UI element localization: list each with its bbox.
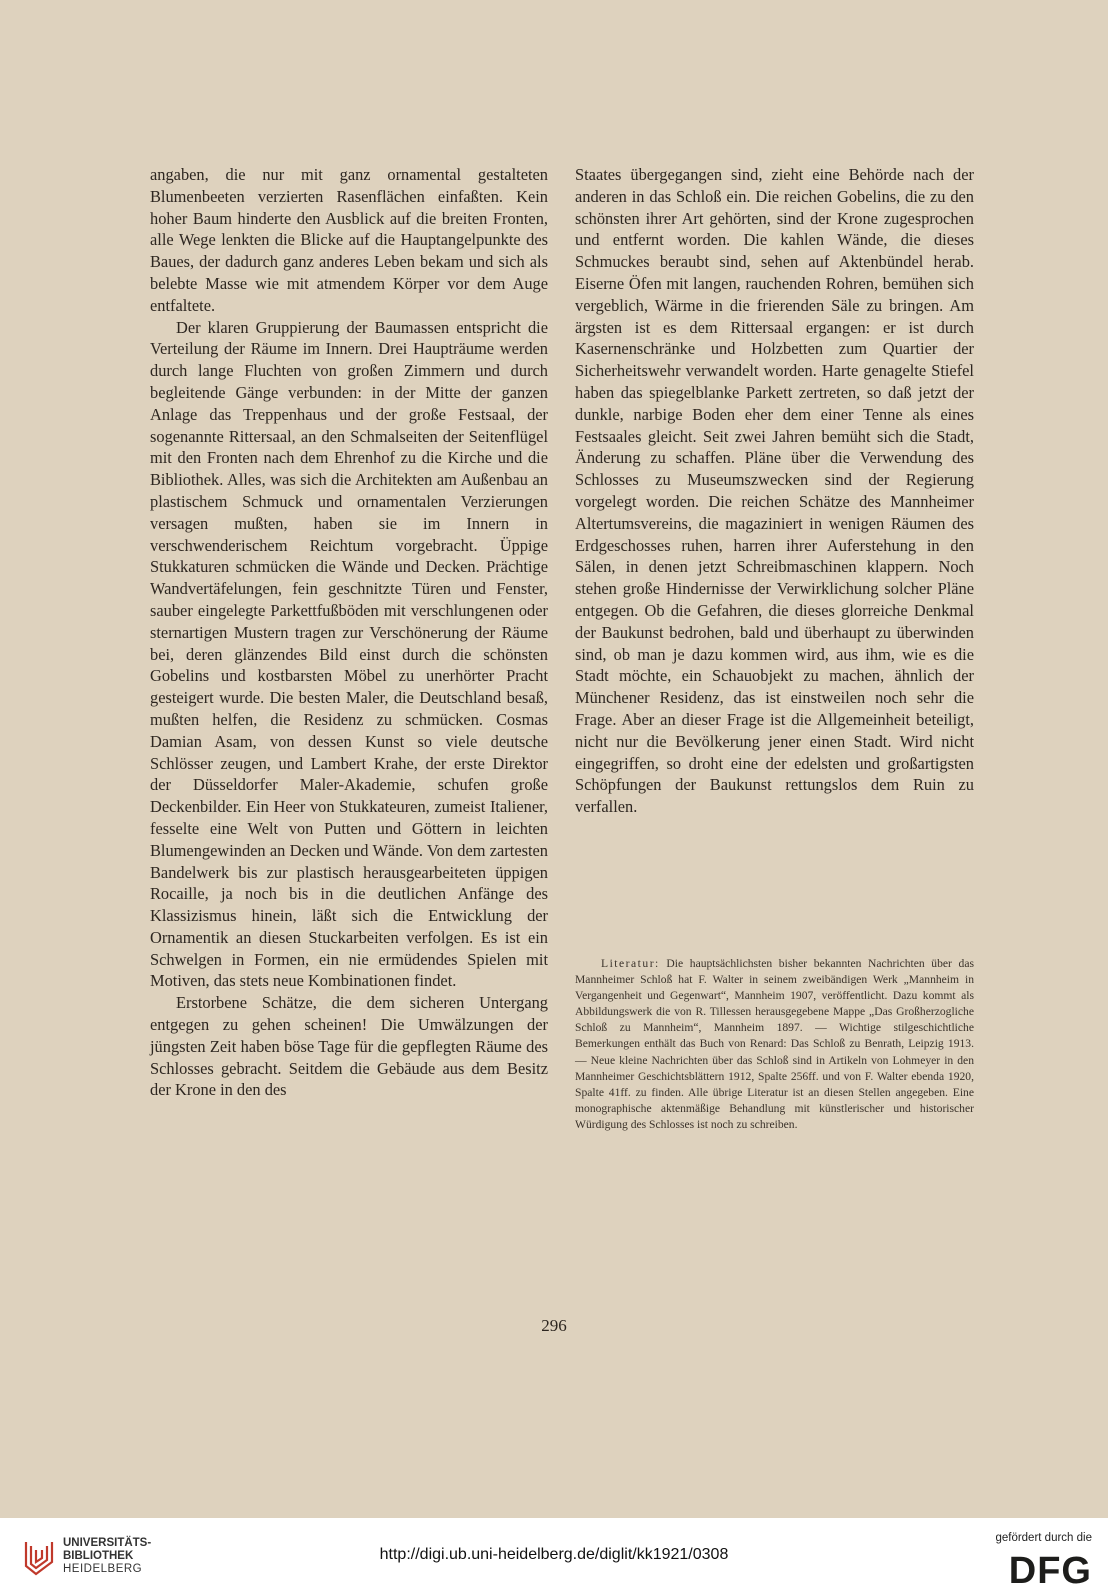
- digitization-footer: [0, 1518, 1108, 1596]
- literature-label: Literatur:: [601, 957, 660, 970]
- paragraph: Der klaren Gruppierung der Baumassen entspricht die Verteilung der Räume im Innern. Drei Haupträume werden durch lange Fluchten von großen Zimmern und durch begleitende Gänge verbunden: in der Mitte der ganzen Anlage das Treppenhaus und der große Festsaal, der sogenannte Rittersaal, an den Schmalseiten der Seitenflügel mit den Fronten nach dem Ehrenhof zu die Kirche und die Bibliothek. Alles, was sich die Architekten am Außenbau an plastischem Schmuck und ornamentalen Verzierungen versagen mußten, haben sie im Innern in verschwenderischem Reichtum vorgebracht. Üppige Stukkaturen schmücken die Wände und Decken. Prächtige Wandvertäfelungen, fein geschnitzte Türen und Fenster, sauber eingelegte Parkettfußböden mit verschlungenen oder sternartigen Mustern tragen zur Verschönerung der Räume bei, deren glänzendes Bild einst durch die schönsten Gobelins und kostbarsten Möbel zu unerhörter Pracht gesteigert wurde. Die besten Maler, die Deutschland besaß, mußten helfen, die Residenz zu schmücken. Cosmas Damian Asam, von dessen Kunst so viele deutsche Schlösser zeugen, und Lambert Krahe, der erste Direktor der Düsseldorfer Maler-Akademie, schufen große Deckenbilder. Ein Heer von Stukkateuren, zumeist Italiener, fesselte eine Welt von Putten und Göttern in leichten Blumengewinden an Decken und Wände. Von dem zartesten Bandelwerk bis zur plastisch herausgearbeiteten üppigen Rocaille, ja noch bis in die deutlichen Anfänge des Klassizismus hinein, läßt sich die Entwicklung der Ornamentik an diesen Stuckarbeiten verfolgen. Es ist ein Schwelgen in Formen, ein nie ermüdendes Spielen mit Motiven, das stets neue Kombinationen findet.: [150, 317, 548, 991]
- literature-note: [575, 956, 974, 1133]
- dfg-logo[interactable]: DFG: [1008, 1550, 1092, 1592]
- library-name[interactable]: UNIVERSITÄTS- BIBLIOTHEK HEIDELBERG: [63, 1537, 152, 1575]
- page-number: 296: [541, 1316, 567, 1335]
- left-text-column: [150, 164, 548, 1101]
- paragraph: angaben, die nur mit ganz ornamental gestalteten Blumenbeeten verzierten Rasenflächen einfaßten. Kein hoher Baum hinderte den Ausblick auf die breiten Fronten, alle Wege lenkten die Blicke auf die Hauptangelpunkte des Baues, der dadurch ganz anderes Leben bekam und sich als belebte Masse wie mit atmendem Körper vor dem Auge entfaltete.: [150, 165, 548, 315]
- document-url-link[interactable]: http://digi.ub.uni-heidelberg.de/diglit/kk1921/0308: [379, 1546, 729, 1563]
- literature-text: Die hauptsächlichsten bisher bekannten Nachrichten über das Mannheimer Schloß hat F. Walter in seinem zweibändigen Werk „Mannheim in Vergangenheit und Gegenwart“, Mannheim 1907, veröffentlicht. Dazu kommt als Abbildungswerk die von R. Tillessen herausgegebene Mappe „Das Großherzogliche Schloß zu Mannheim“, Mannheim 1897. — Wichtige stilgeschichtliche Bemerkungen enthält das Buch von Renard: Das Schloß zu Benrath, Leipzig 1913. — Neue kleine Nachrichten über das Schloß sind in Artikeln von Lohmeyer in den Mannheimer Geschichtsblättern 1912, Spalte 256ff. und von F. Walter ebenda 1920, Spalte 41ff. zu finden. Alle übrige Literatur ist an diesen Stellen angegeben. Eine monographische aktenmäßige Behandlung mit künstlerischer und historischer Würdigung des Schlosses ist noch zu schreiben.: [575, 957, 974, 1131]
- right-text-column: [575, 164, 974, 818]
- funded-by-label: gefördert durch die: [995, 1532, 1092, 1544]
- paragraph: Erstorbene Schätze, die dem sicheren Untergang entgegen zu gehen scheinen! Die Umwälzungen der jüngsten Zeit haben böse Tage für die gepflegten Räume des Schlosses gebracht. Seitdem die Gebäude aus dem Besitz der Krone in den des: [150, 993, 548, 1100]
- paragraph: Staates übergegangen sind, zieht eine Behörde nach der anderen in das Schloß ein. Die reichen Gobelins, die zu den schönsten ihrer Art gehörten, sind der Krone zugesprochen und entfernt worden. Die kahlen Wände, die dieses Schmuckes beraubt sind, sehen auf Aktenbündel herab. Eiserne Öfen mit langen, rauchenden Rohren, bemühen sich vergeblich, Wärme in die frierenden Säle zu bringen. Am ärgsten ist es dem Rittersaal ergangen: er ist durch Kasernenschränke und Holzbetten zum Quartier der Sicherheitswehr verwandelt worden. Harte genagelte Stiefel haben das spiegelblanke Parkett zertreten, so daß jetzt der dunkle, narbige Boden eher dem einer Tenne als eines Festsaales gleicht. Seit zwei Jahren bemüht sich die Stadt, Änderung zu schaffen. Pläne über die Verwendung des Schlosses zu Museumszwecken sind der Regierung vorgelegt worden. Die reichen Schätze des Mannheimer Altertumsvereins, die magaziniert in wenigen Räumen des Erdgeschosses ruhen, harren ihrer Auferstehung in den Sälen, in denen jetzt Schreibmaschinen klappern. Noch stehen große Hindernisse der Verwirklichung solcher Pläne entgegen. Ob die Gefahren, die dieses glorreiche Denkmal der Baukunst bedrohen, bald und überhaupt zu überwinden sind, ob man je dazu kommen wird, aus ihm, wie es die Stadt möchte, ein Schauobjekt zu machen, ähnlich der Münchener Residenz, das ist einstweilen noch sehr die Frage. Aber an dieser Frage ist die Allgemeinheit beteiligt, nicht nur die Bevölkerung jener einen Stadt. Wird nicht eingegriffen, so droht eine der edelsten und großartigsten Schöpfungen der Baukunst rettungslos dem Ruin zu verfallen.: [575, 165, 974, 817]
